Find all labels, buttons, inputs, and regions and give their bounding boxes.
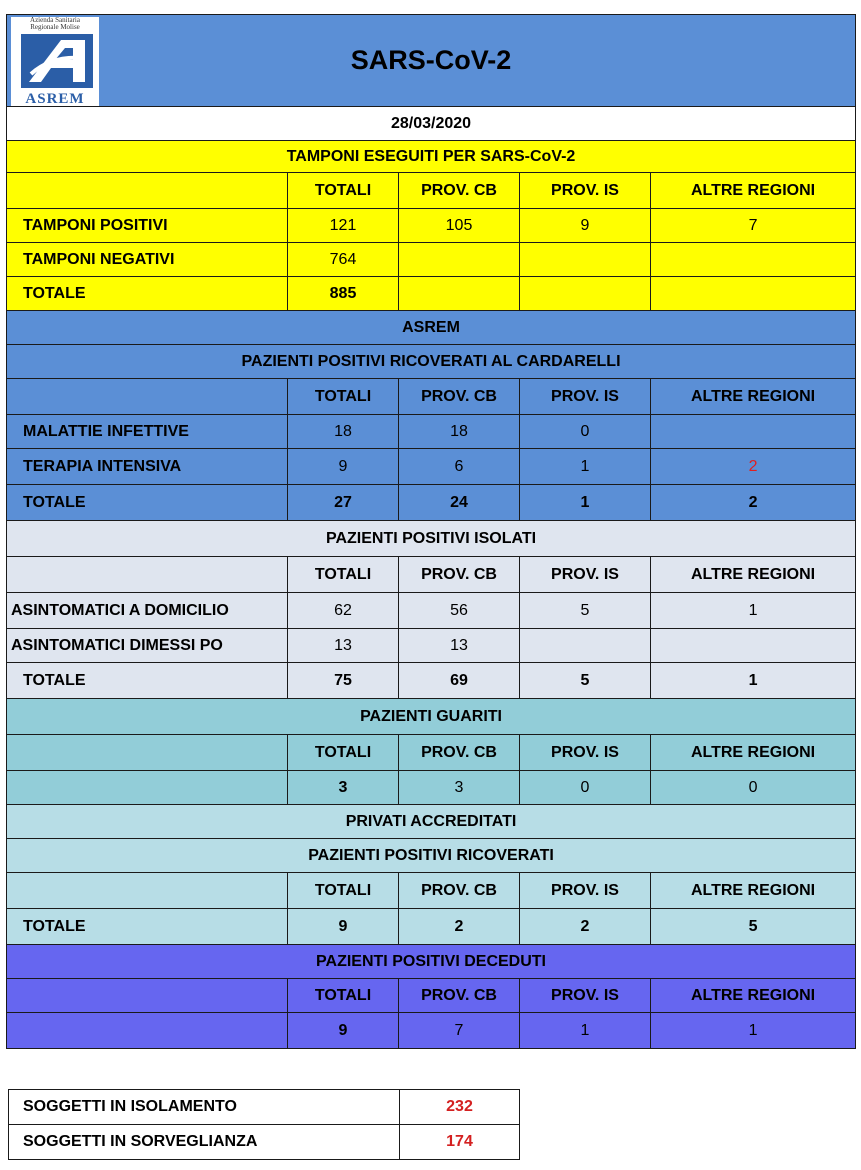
isolati-heading: PAZIENTI POSITIVI ISOLATI [7, 521, 856, 557]
isolati-header-blank [7, 557, 288, 593]
cell-altre-regioni [651, 243, 856, 277]
cell-prov-cb: 13 [399, 629, 520, 663]
col-header-prov-is: PROV. IS [520, 979, 651, 1013]
cell-prov-cb: 56 [399, 593, 520, 629]
row-label: TAMPONI POSITIVI [7, 209, 288, 243]
col-header-prov-is: PROV. IS [520, 873, 651, 909]
row-label: TOTALE [7, 485, 288, 521]
cell-prov-cb [399, 243, 520, 277]
covid-report-table [6, 14, 856, 1049]
row-label: TOTALE [7, 663, 288, 699]
summary-label: SOGGETTI IN SORVEGLIANZA [9, 1125, 400, 1160]
cell-totali: 885 [288, 277, 399, 311]
cell-altre-regioni: 2 [651, 449, 856, 485]
deceduti-header-blank [7, 979, 288, 1013]
cell-totali: 9 [288, 449, 399, 485]
table-row [7, 663, 856, 699]
privati-heading: PRIVATI ACCREDITATI [7, 805, 856, 839]
tamponi-header-blank [7, 173, 288, 209]
table-row [7, 209, 856, 243]
col-header-prov-cb: PROV. CB [399, 873, 520, 909]
cell-totali: 18 [288, 415, 399, 449]
cell-prov-is: 5 [520, 663, 651, 699]
col-header-prov-cb: PROV. CB [399, 557, 520, 593]
cell-totali: 9 [288, 909, 399, 945]
table-row [7, 771, 856, 805]
col-header-totali: TOTALI [288, 873, 399, 909]
cell-altre-regioni [651, 415, 856, 449]
col-header-altre-regioni: ALTRE REGIONI [651, 173, 856, 209]
table-row [7, 909, 856, 945]
summary-table [8, 1089, 520, 1160]
col-header-altre-regioni: ALTRE REGIONI [651, 873, 856, 909]
cell-totali: 9 [288, 1013, 399, 1049]
col-header-altre-regioni: ALTRE REGIONI [651, 735, 856, 771]
asrem-header-blank [7, 379, 288, 415]
cell-prov-is [520, 629, 651, 663]
col-header-prov-cb: PROV. CB [399, 735, 520, 771]
cell-prov-is: 1 [520, 485, 651, 521]
cell-prov-cb: 69 [399, 663, 520, 699]
cell-altre-regioni: 1 [651, 593, 856, 629]
privati-subheading: PAZIENTI POSITIVI RICOVERATI [7, 839, 856, 873]
asrem-logo-mark-icon [21, 34, 93, 88]
cell-totali: 75 [288, 663, 399, 699]
summary-value: 174 [400, 1125, 520, 1160]
cell-altre-regioni: 2 [651, 485, 856, 521]
row-label: TAMPONI NEGATIVI [7, 243, 288, 277]
col-header-prov-cb: PROV. CB [399, 979, 520, 1013]
cell-altre-regioni [651, 277, 856, 311]
cell-altre-regioni: 0 [651, 771, 856, 805]
row-label: MALATTIE INFETTIVE [7, 415, 288, 449]
table-row [7, 593, 856, 629]
cell-prov-cb: 3 [399, 771, 520, 805]
cell-prov-is: 0 [520, 771, 651, 805]
table-row [7, 485, 856, 521]
table-row [7, 277, 856, 311]
cell-prov-is [520, 277, 651, 311]
report-header [7, 15, 856, 107]
col-header-totali: TOTALI [288, 379, 399, 415]
cell-prov-cb: 105 [399, 209, 520, 243]
cell-prov-is: 9 [520, 209, 651, 243]
col-header-prov-is: PROV. IS [520, 557, 651, 593]
cell-prov-is: 0 [520, 415, 651, 449]
table-row [9, 1090, 520, 1125]
cell-totali: 13 [288, 629, 399, 663]
table-row [7, 449, 856, 485]
cell-prov-is: 1 [520, 449, 651, 485]
col-header-prov-is: PROV. IS [520, 735, 651, 771]
row-label: ASINTOMATICI A DOMICILIO [7, 593, 288, 629]
asrem-subheading: PAZIENTI POSITIVI RICOVERATI AL CARDARELLI [7, 345, 856, 379]
cell-prov-is: 5 [520, 593, 651, 629]
cell-prov-cb: 24 [399, 485, 520, 521]
cell-totali: 27 [288, 485, 399, 521]
guariti-heading: PAZIENTI GUARITI [7, 699, 856, 735]
cell-totali: 62 [288, 593, 399, 629]
logo-org-line1: Azienda Sanitaria [30, 16, 80, 24]
cell-prov-is: 1 [520, 1013, 651, 1049]
row-label: TOTALE [7, 277, 288, 311]
report-date: 28/03/2020 [7, 107, 856, 141]
summary-value: 232 [400, 1090, 520, 1125]
cell-prov-cb [399, 277, 520, 311]
cell-totali: 3 [288, 771, 399, 805]
table-row [7, 243, 856, 277]
guariti-header-blank [7, 735, 288, 771]
tamponi-heading: TAMPONI ESEGUITI PER SARS-CoV-2 [7, 141, 856, 173]
row-label [7, 771, 288, 805]
cell-altre-regioni: 5 [651, 909, 856, 945]
col-header-prov-cb: PROV. CB [399, 173, 520, 209]
cell-prov-cb: 2 [399, 909, 520, 945]
deceduti-heading: PAZIENTI POSITIVI DECEDUTI [7, 945, 856, 979]
logo-name: ASREM [25, 91, 85, 107]
col-header-totali: TOTALI [288, 979, 399, 1013]
cell-altre-regioni: 1 [651, 1013, 856, 1049]
cell-prov-cb: 6 [399, 449, 520, 485]
cell-prov-cb: 18 [399, 415, 520, 449]
asrem-logo [11, 17, 99, 107]
table-row [7, 629, 856, 663]
cell-altre-regioni [651, 629, 856, 663]
col-header-totali: TOTALI [288, 735, 399, 771]
col-header-prov-is: PROV. IS [520, 173, 651, 209]
cell-totali: 121 [288, 209, 399, 243]
cell-altre-regioni: 1 [651, 663, 856, 699]
page-title: SARS-CoV-2 [350, 45, 512, 75]
cell-totali: 764 [288, 243, 399, 277]
privati-header-blank [7, 873, 288, 909]
row-label: TERAPIA INTENSIVA [7, 449, 288, 485]
asrem-heading: ASREM [7, 311, 856, 345]
row-label [7, 1013, 288, 1049]
table-row [9, 1125, 520, 1160]
col-header-prov-cb: PROV. CB [399, 379, 520, 415]
cell-altre-regioni: 7 [651, 209, 856, 243]
col-header-altre-regioni: ALTRE REGIONI [651, 557, 856, 593]
table-row [7, 415, 856, 449]
cell-prov-is: 2 [520, 909, 651, 945]
logo-org-line2: Regionale Molise [30, 23, 80, 31]
row-label: TOTALE [7, 909, 288, 945]
row-label: ASINTOMATICI DIMESSI PO [7, 629, 288, 663]
col-header-totali: TOTALI [288, 557, 399, 593]
cell-prov-cb: 7 [399, 1013, 520, 1049]
table-row [7, 1013, 856, 1049]
col-header-altre-regioni: ALTRE REGIONI [651, 379, 856, 415]
col-header-prov-is: PROV. IS [520, 379, 651, 415]
col-header-totali: TOTALI [288, 173, 399, 209]
cell-prov-is [520, 243, 651, 277]
summary-label: SOGGETTI IN ISOLAMENTO [9, 1090, 400, 1125]
col-header-altre-regioni: ALTRE REGIONI [651, 979, 856, 1013]
